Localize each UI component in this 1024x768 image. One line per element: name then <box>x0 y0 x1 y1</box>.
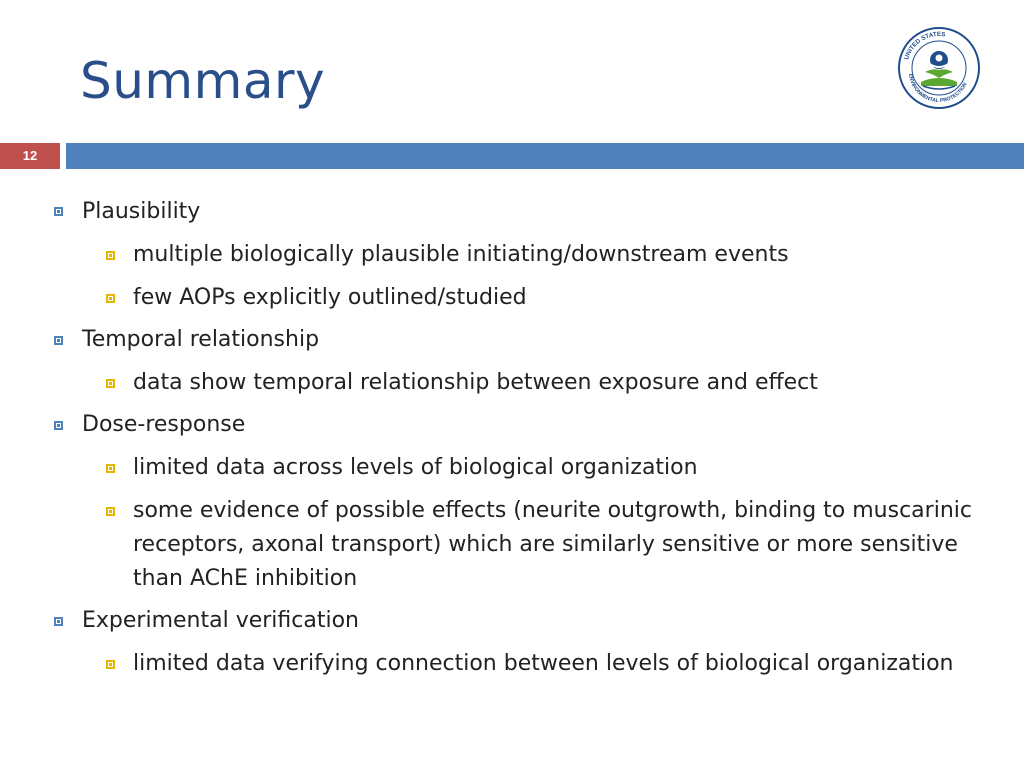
bullet-square-icon <box>106 660 115 669</box>
bullet-item: Temporal relationship <box>82 327 320 352</box>
bullet-square-icon <box>106 294 115 303</box>
bullet-item: limited data across levels of biological organization <box>133 455 698 480</box>
bullet-item: Dose-response <box>82 412 246 437</box>
bullet-item: multiple biologically plausible initiating/downstream events <box>133 242 789 267</box>
header-bar <box>66 143 1024 169</box>
epa-logo <box>897 26 981 110</box>
svg-text:UNITED STATES: UNITED STATES <box>903 30 946 61</box>
bullet-square-icon <box>54 421 63 430</box>
bullet-item: few AOPs explicitly outlined/studied <box>133 285 527 310</box>
svg-text:ENVIRONMENTAL PROTECTION: ENVIRONMENTAL PROTECTION <box>907 73 969 105</box>
bullet-square-icon <box>106 379 115 388</box>
bullet-square-icon <box>106 507 115 516</box>
bullet-item: some evidence of possible effects (neurite outgrowth, binding to muscarinic receptors, axonal transport) which are similarly sensitive or more sensitive than AChE inhibition <box>133 498 972 591</box>
slide-number: 12 <box>0 143 60 169</box>
bullet-square-icon <box>54 336 63 345</box>
bullet-item: Plausibility <box>82 199 201 224</box>
bullet-item: data show temporal relationship between exposure and effect <box>133 370 818 395</box>
bullet-square-icon <box>106 251 115 260</box>
bullet-item: limited data verifying connection between levels of biological organization <box>133 651 954 676</box>
bullet-square-icon <box>54 207 63 216</box>
slide-title: Summary <box>80 52 326 110</box>
bullet-square-icon <box>54 617 63 626</box>
bullet-square-icon <box>106 464 115 473</box>
bullet-item: Experimental verification <box>82 608 359 633</box>
